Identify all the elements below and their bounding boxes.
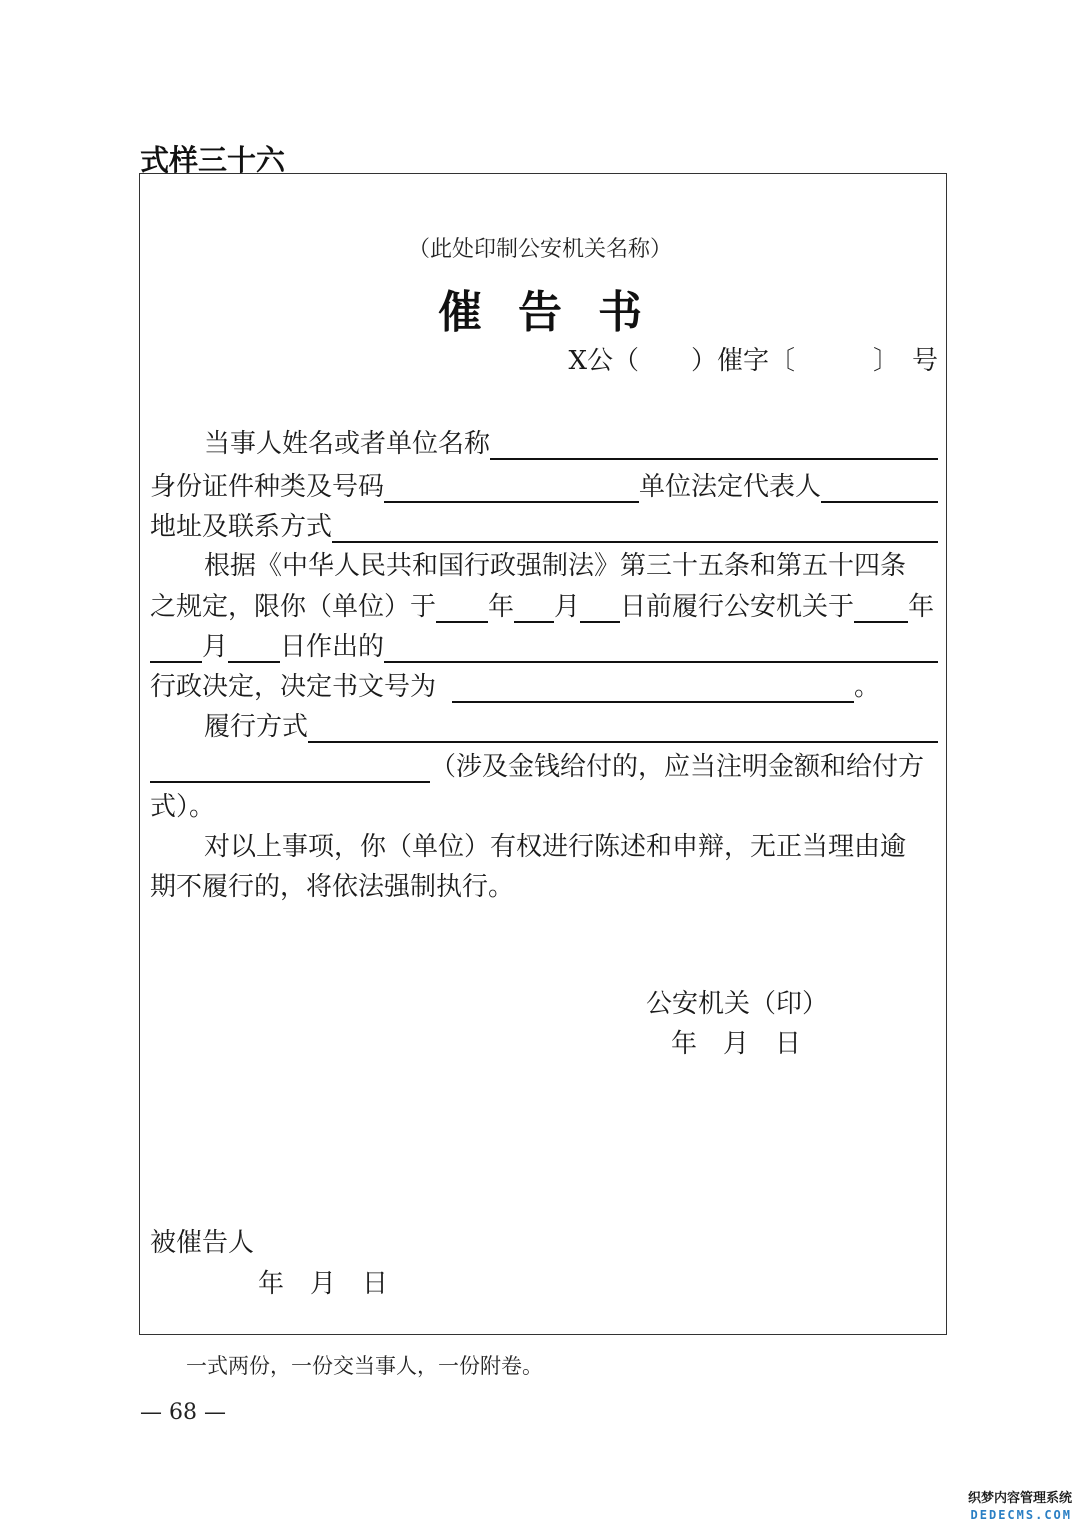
id-number-blank[interactable]: [384, 471, 639, 503]
decision-month-blank[interactable]: [150, 631, 202, 663]
deadline-month-blank[interactable]: [514, 591, 554, 623]
deadline-year-blank[interactable]: [436, 591, 488, 623]
address-blank[interactable]: [332, 511, 938, 543]
page-number: — 68 —: [140, 1400, 226, 1425]
method-label: 履行方式: [204, 712, 309, 742]
body-line-3: [150, 623, 938, 663]
decision-day-blank[interactable]: [228, 631, 280, 663]
body-text-deadline: 之规定，限你（单位）于: [150, 592, 437, 622]
method-blank-continued[interactable]: [150, 751, 430, 783]
money-note: （涉及金钱给付的，应当注明金额和给付方: [430, 752, 925, 782]
notified-date: 年 月 日: [258, 1269, 389, 1299]
document-title: 催告书: [438, 287, 678, 338]
agency-name-placeholder: （此处印制公安机关名称）: [407, 237, 672, 262]
decision-number-blank[interactable]: [452, 671, 854, 703]
document-number: X公（ ）催字〔 〕 号: [568, 346, 938, 376]
money-note-end: 式）。: [150, 792, 216, 822]
address-label: 地址及联系方式: [150, 512, 333, 542]
rights-line-1: [150, 823, 938, 863]
watermark-cn: 织梦内容管理系统: [967, 1491, 1072, 1506]
method-row: [150, 703, 938, 743]
body-text-before-agency: 日前履行公安机关于: [620, 592, 855, 622]
party-name-label: 当事人姓名或者单位名称: [204, 429, 491, 459]
method-blank[interactable]: [308, 711, 938, 743]
address-row: [150, 503, 938, 543]
method-row-2: [150, 743, 938, 783]
deadline-day-blank[interactable]: [580, 591, 620, 623]
decision-year-label: 年: [908, 592, 935, 622]
decision-month-label: 月: [202, 632, 229, 662]
id-row: [150, 463, 938, 503]
body-line-1: [150, 542, 938, 582]
method-row-3: [150, 783, 938, 823]
copies-note: 一式两份，一份交当事人，一份附卷。: [186, 1354, 543, 1378]
agency-seal-label: 公安机关（印）: [646, 989, 829, 1019]
rights-text: 对以上事项，你（单位）有权进行陈述和申辩，无正当理由逾: [204, 832, 907, 862]
issue-date: 年 月 日: [671, 1029, 802, 1059]
rights-line-2: [150, 863, 938, 903]
body-text-law-reference: 根据《中华人民共和国行政强制法》第三十五条和第五十四条: [204, 551, 907, 581]
decision-content-blank[interactable]: [384, 631, 938, 663]
party-name-row: [150, 420, 938, 460]
legal-rep-label: 单位法定代表人: [639, 472, 822, 502]
body-line-2: [150, 583, 938, 623]
decision-day-label: 日作出的: [280, 632, 385, 662]
party-name-blank[interactable]: [490, 428, 938, 460]
legal-rep-blank[interactable]: [821, 471, 938, 503]
form-sample-heading: 式样三十六: [140, 143, 286, 177]
body-line-4: [150, 663, 938, 703]
deadline-month-label: 月: [554, 592, 581, 622]
watermark-en: DEDECMS.COM: [970, 1508, 1072, 1522]
id-label: 身份证件种类及号码: [150, 472, 385, 502]
decision-year-blank[interactable]: [854, 591, 908, 623]
rights-text-end: 期不履行的，将依法强制执行。: [150, 872, 515, 902]
decision-number-label: 行政决定，决定书文号为: [150, 672, 437, 702]
period-mark: 。: [854, 672, 881, 702]
notified-person-label: 被催告人: [150, 1228, 255, 1258]
deadline-year-label: 年: [488, 592, 515, 622]
